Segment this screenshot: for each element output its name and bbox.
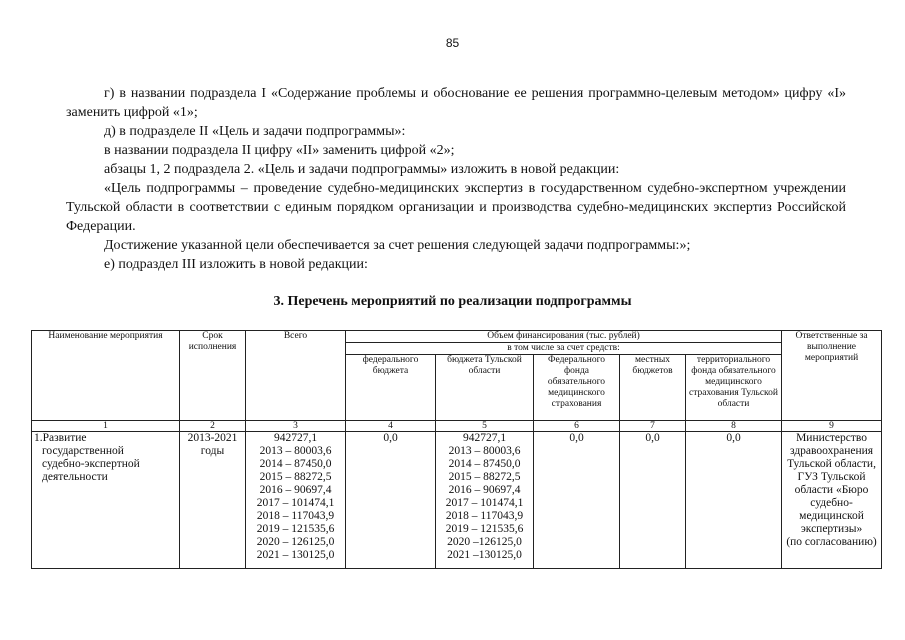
page-number: 85 bbox=[445, 36, 460, 50]
regional-line: 2013 – 80003,6 bbox=[448, 445, 521, 457]
column-number: 5 bbox=[436, 421, 534, 432]
paragraph-abzacy: абзацы 1, 2 подраздела 2. «Цель и задачи подпрограммы» изложить в новой редакции: bbox=[104, 162, 620, 177]
total-line: 942727,1 bbox=[273, 432, 318, 444]
total-line: 2014 – 87450,0 bbox=[259, 458, 332, 470]
column-number: 8 bbox=[686, 421, 782, 432]
paragraph-goal: «Цель подпрограммы – проведение судебно-медицинских экспертиз в государственном судебно-экспертном учреждении Тульской области в соответствии с единым порядком организации и производства судебно-медицинских экспертиз Российской Федерации. bbox=[66, 181, 846, 234]
regional-cell bbox=[436, 432, 534, 569]
responsible-line: судебно- bbox=[810, 497, 853, 509]
activity-line: судебно-экспертной bbox=[42, 458, 140, 470]
federal-cell: 0,0 bbox=[346, 432, 436, 569]
column-number: 9 bbox=[782, 421, 882, 432]
responsible-line: Министерство bbox=[796, 432, 867, 444]
terr-fund-cell: 0,0 bbox=[686, 432, 782, 569]
local-cell: 0,0 bbox=[620, 432, 686, 569]
measures-table bbox=[31, 330, 882, 569]
paragraph-d: д) в подразделе II «Цель и задачи подпрограммы»: bbox=[104, 124, 406, 139]
total-line: 2018 – 117043,9 bbox=[256, 510, 335, 522]
total-line: 2021 – 130125,0 bbox=[256, 549, 335, 561]
header-federal: федерального бюджета bbox=[346, 355, 436, 421]
total-line: 2020 – 126125,0 bbox=[256, 536, 335, 548]
regional-line: 2014 – 87450,0 bbox=[448, 458, 521, 470]
header-regional: бюджета Тульской области bbox=[436, 355, 534, 421]
column-number: 1 bbox=[32, 421, 180, 432]
column-number: 6 bbox=[534, 421, 620, 432]
column-number: 2 bbox=[180, 421, 246, 432]
total-line: 2013 – 80003,6 bbox=[259, 445, 332, 457]
responsible-line: Тульской области, bbox=[787, 458, 876, 470]
regional-line: 2016 – 90697,4 bbox=[448, 484, 521, 496]
header-terr-fund: территориального фонда обязательного медицинского страхования Тульской области bbox=[686, 355, 782, 421]
regional-line: 2019 – 121535,6 bbox=[445, 523, 524, 535]
total-line: 2019 – 121535,6 bbox=[256, 523, 335, 535]
responsible-line: медицинской bbox=[799, 510, 864, 522]
responsible-line: экспертизы» bbox=[800, 523, 863, 535]
responsible-line: здравоохранения bbox=[789, 445, 874, 457]
total-line: 2015 – 88272,5 bbox=[259, 471, 332, 483]
header-including: в том числе за счет средств: bbox=[346, 343, 782, 355]
regional-line: 2020 –126125,0 bbox=[447, 536, 522, 548]
paragraph-achievement: Достижение указанной цели обеспечивается за счет решения следующей задачи подпрограммы:»; bbox=[104, 238, 691, 253]
section-title: 3. Перечень мероприятий по реализации подпрограммы bbox=[273, 294, 632, 309]
total-line: 2016 – 90697,4 bbox=[259, 484, 332, 496]
activity-line: 1.Развитие bbox=[34, 432, 87, 444]
table-row bbox=[32, 432, 882, 569]
header-fed-fund: Федерального фонда обязательного медицинского страхования bbox=[534, 355, 620, 421]
responsible-line: (по согласованию) bbox=[786, 536, 877, 548]
period-line: 2013-2021 bbox=[187, 432, 238, 444]
fed-fund-cell: 0,0 bbox=[534, 432, 620, 569]
regional-line: 2018 – 117043,9 bbox=[445, 510, 524, 522]
total-cell bbox=[246, 432, 346, 569]
column-numbers-row bbox=[32, 421, 882, 432]
column-number: 7 bbox=[620, 421, 686, 432]
body-text bbox=[66, 84, 846, 274]
activity-line: деятельности bbox=[42, 471, 108, 483]
period-line: годы bbox=[200, 445, 225, 457]
header-period: Срок исполнения bbox=[180, 331, 246, 421]
responsible-line: ГУЗ Тульской bbox=[797, 471, 866, 483]
column-number: 3 bbox=[246, 421, 346, 432]
activity-cell bbox=[32, 432, 180, 569]
period-cell bbox=[180, 432, 246, 569]
total-line: 2017 – 101474,1 bbox=[256, 497, 335, 509]
regional-line: 2017 – 101474,1 bbox=[445, 497, 524, 509]
regional-line: 2021 –130125,0 bbox=[447, 549, 522, 561]
paragraph-g: г) в названии подраздела I «Содержание проблемы и обоснование ее решения программно-целевым методом» цифру «I» заменить цифрой «1»; bbox=[66, 86, 846, 120]
responsible-line: области «Бюро bbox=[794, 484, 869, 496]
regional-line: 2015 – 88272,5 bbox=[448, 471, 521, 483]
header-local: местных бюджетов bbox=[620, 355, 686, 421]
paragraph-e: е) подраздел III изложить в новой редакции: bbox=[104, 257, 368, 272]
header-responsible: Ответственные за выполнение мероприятий bbox=[782, 331, 882, 421]
header-total: Всего bbox=[246, 331, 346, 421]
column-number: 4 bbox=[346, 421, 436, 432]
paragraph-rename: в названии подраздела II цифру «II» заменить цифрой «2»; bbox=[104, 143, 455, 158]
responsible-cell bbox=[782, 432, 882, 569]
activity-line: государственной bbox=[42, 445, 124, 457]
header-financing: Объем финансирования (тыс. рублей) bbox=[346, 331, 782, 343]
header-name: Наименование мероприятия bbox=[32, 331, 180, 421]
regional-line: 942727,1 bbox=[462, 432, 507, 444]
